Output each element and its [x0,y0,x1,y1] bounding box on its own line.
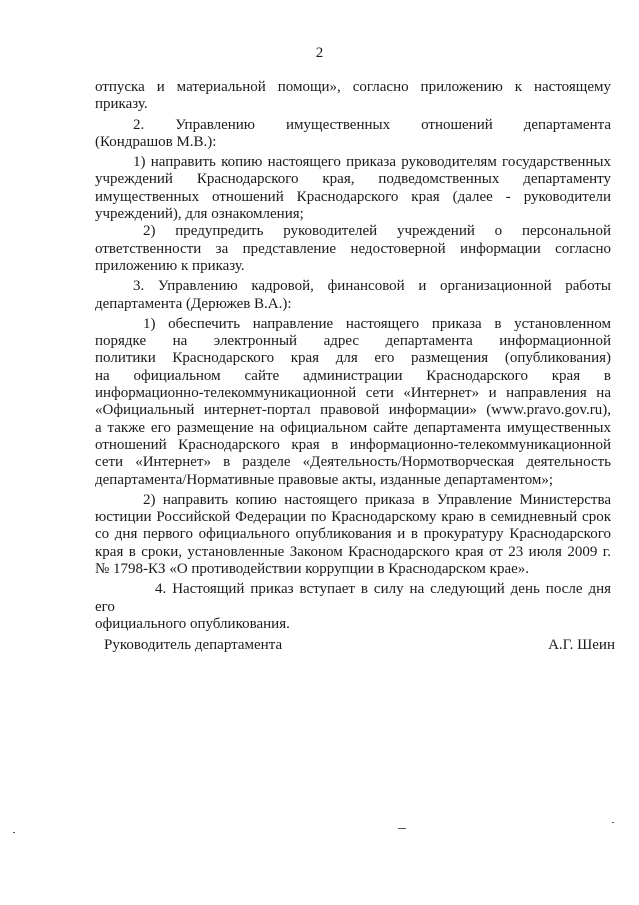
text-line: 1) обеспечить направление настоящего приказа в установленном [143,315,611,332]
text-line: со дня первого официального опубликования и в прокуратуру Краснодарского [95,526,611,543]
text-line: учреждений), для ознакомления; [95,206,304,223]
text-line: отпуска и материальной помощи», согласно приложению к настоящему [95,79,611,95]
text-line: (Кондрашов М.В.): [95,133,217,150]
signatory-name: А.Г. Шеин [548,637,615,653]
page-number: 2 [315,45,324,61]
text-line: отношений Краснодарского края в информационно-телекоммуникационной [95,436,611,453]
text-line: сети «Интернет» в разделе «Деятельность/Нормотворческая деятельность [95,454,611,471]
text-line: информационно-телекоммуникационной сети «Интернет» и направления на [95,385,611,402]
scan-speck [398,828,406,829]
text-line: 2) направить копию настоящего приказа в Управление Министерства [143,491,611,508]
text-line: ответственности за представление недостоверной информации согласно [95,240,611,257]
text-line: политики Краснодарского края для его размещения (опубликования) [95,350,611,367]
text-line: 2. Управлению имущественных отношений департамента [133,116,611,133]
document-body [95,79,611,633]
text-line: № 1798-КЗ «О противодействии коррупции в Краснодарском крае». [95,561,530,578]
text-line: приказу. [95,96,148,113]
text-line: юстиции Российской Федерации по Краснодарскому краю в семидневный срок [95,509,611,526]
text-line: имущественных отношений Краснодарского края (далее - руководители [95,188,611,205]
text-line: на официальном сайте администрации Краснодарского края в [95,367,611,384]
text-line: 1) направить копию настоящего приказа руководителям государственных [133,154,611,171]
text-line: 4. Настоящий приказ вступает в силу на следующий день после дня его [95,581,611,615]
scan-speck [612,822,614,823]
text-line: 2) предупредить руководителей учреждений о персональной [143,223,611,240]
text-line: 3. Управлению кадровой, финансовой и организационной работы [133,278,611,295]
text-line: департамента/Нормативные правовые акты, изданные департаментом»; [95,471,554,488]
text-line: «Официальный интернет-портал правовой информации» (www.pravo.gov.ru), [95,402,611,419]
text-line: департамента (Дерюжев В.А.): [95,295,292,312]
text-line: края в сроки, установленные Законом Краснодарского края от 23 июля 2009 г. [95,543,611,560]
text-line: порядке на электронный адрес департамента информационной [95,333,611,350]
text-line: официального опубликования. [95,615,290,632]
signatory-title: Руководитель департамента [104,637,283,653]
scan-speck [13,832,15,833]
text-line: а также его размещение на официальном сайте департамента имущественных [95,419,611,436]
text-line: учреждений Краснодарского края, подведомственных департаменту [95,171,611,188]
text-line: приложению к приказу. [95,257,245,274]
